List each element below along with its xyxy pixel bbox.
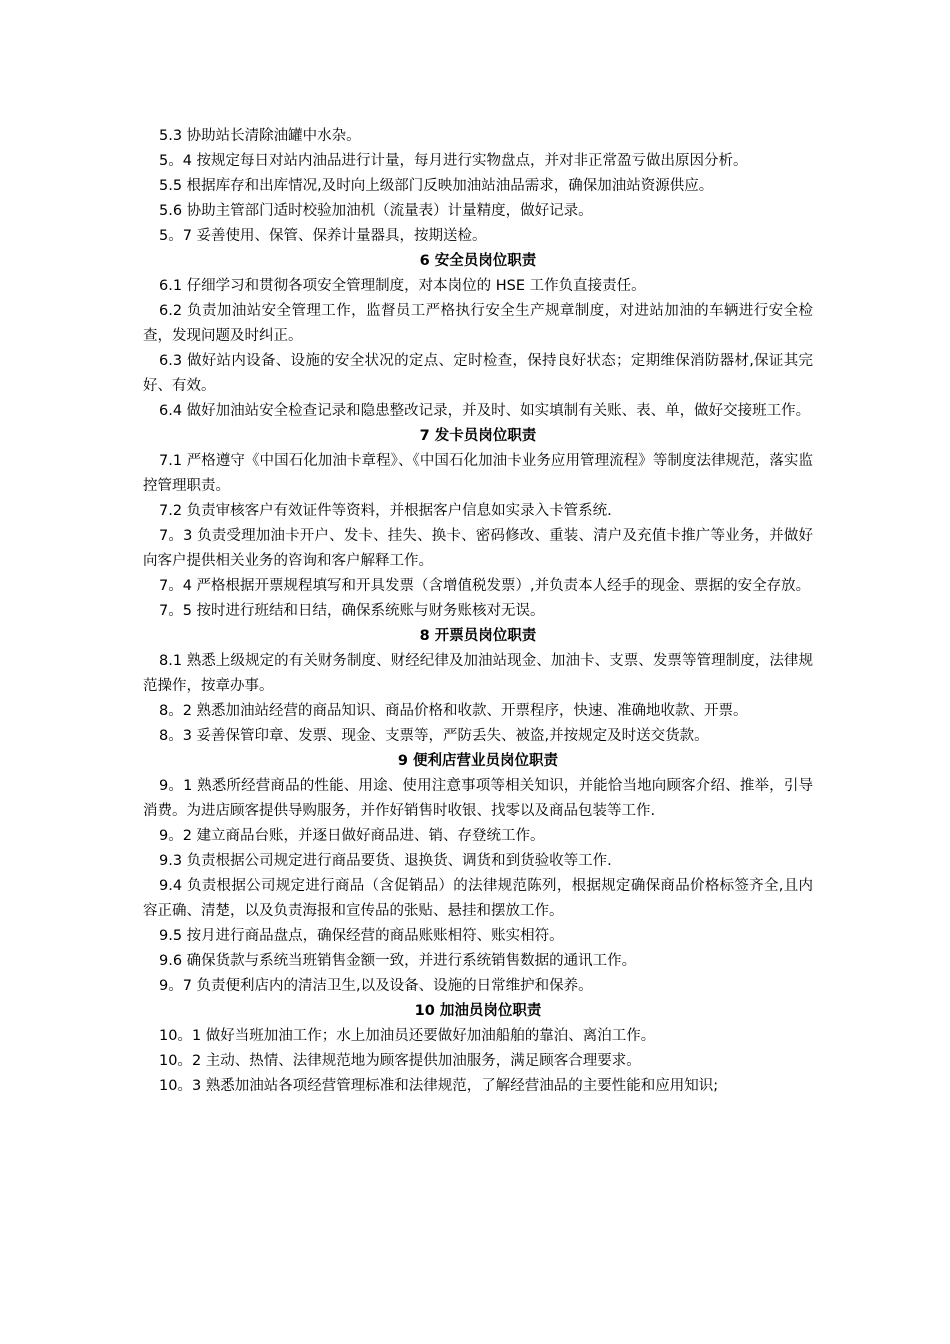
document-page <box>143 124 813 1099</box>
paragraph: 5.6 协助主管部门适时校验加油机（流量表）计量精度，做好记录。 <box>159 203 593 219</box>
paragraph: 9.6 确保货款与系统当班销售金额一致，并进行系统销售数据的通讯工作。 <box>159 953 637 969</box>
section-heading: 7 发卡员岗位职责 <box>419 428 537 444</box>
section-heading: 6 安全员岗位职责 <box>419 253 537 269</box>
paragraph: 6.3 做好站内设备、设施的安全状况的定点、定时检查，保持良好状态；定期维保消防器材,保证其完好、有效。 <box>143 353 813 394</box>
paragraph: 6.2 负责加油站安全管理工作，监督员工严格执行安全生产规章制度，对进站加油的车辆进行安全检查，发现问题及时纠正。 <box>143 303 813 344</box>
paragraph: 7.1 严格遵守《中国石化加油卡章程》、《中国石化加油卡业务应用管理流程》等制度法律规范，落实监控管理职责。 <box>143 453 813 494</box>
paragraph: 7。4 严格根据开票规程填写和开具发票（含增值税发票）,并负责本人经手的现金、票据的安全存放。 <box>159 578 811 594</box>
paragraph: 5.3 协助站长清除油罐中水杂。 <box>159 128 361 144</box>
paragraph: 9。2 建立商品台账，并逐日做好商品进、销、存登统工作。 <box>159 828 545 844</box>
paragraph: 8。3 妥善保管印章、发票、现金、支票等，严防丢失、被盗,并按规定及时送交货款。 <box>159 728 709 744</box>
paragraph: 8。2 熟悉加油站经营的商品知识、商品价格和收款、开票程序，快速、准确地收款、开票。 <box>159 703 748 719</box>
paragraph: 7。3 负责受理加油卡开户、发卡、挂失、换卡、密码修改、重装、清户及充值卡推广等业务，并做好向客户提供相关业务的咨询和客户解释工作。 <box>143 528 813 569</box>
paragraph: 10。2 主动、热情、法律规范地为顾客提供加油服务，满足顾客合理要求。 <box>159 1053 641 1069</box>
paragraph: 10。3 熟悉加油站各项经营管理标准和法律规范，了解经营油品的主要性能和应用知识; <box>159 1078 719 1094</box>
paragraph: 9。1 熟悉所经营商品的性能、用途、使用注意事项等相关知识，并能恰当地向顾客介绍、推举，引导消费。为进店顾客提供导购服务，并作好销售时收银、找零以及商品包装等工作. <box>143 778 813 819</box>
paragraph: 9。7 负责便利店内的清洁卫生,以及设备、设施的日常维护和保养。 <box>159 978 593 994</box>
paragraph: 5.5 根据库存和出库情况,及时向上级部门反映加油站油品需求，确保加油站资源供应。 <box>159 178 714 194</box>
section-heading: 10 加油员岗位职责 <box>414 1003 542 1019</box>
paragraph: 5。4 按规定每日对站内油品进行计量，每月进行实物盘点，并对非正常盈亏做出原因分析。 <box>159 153 748 169</box>
section-heading: 9 便利店营业员岗位职责 <box>397 753 559 769</box>
paragraph: 6.1 仔细学习和贯彻各项安全管理制度，对本岗位的 HSE 工作负直接责任。 <box>159 278 646 294</box>
paragraph: 8.1 熟悉上级规定的有关财务制度、财经纪律及加油站现金、加油卡、支票、发票等管理制度，法律规范操作，按章办事。 <box>143 653 813 694</box>
paragraph: 7.2 负责审核客户有效证件等资料，并根据客户信息如实录入卡管系统. <box>159 503 612 519</box>
section-heading: 8 开票员岗位职责 <box>419 628 537 644</box>
paragraph: 9.4 负责根据公司规定进行商品（含促销品）的法律规范陈列，根据规定确保商品价格标签齐全,且内容正确、清楚，以及负责海报和宣传品的张贴、悬挂和摆放工作。 <box>143 878 813 919</box>
paragraph: 9.3 负责根据公司规定进行商品要货、退换货、调货和到货验收等工作. <box>159 853 612 869</box>
paragraph: 10。1 做好当班加油工作；水上加油员还要做好加油船舶的靠泊、离泊工作。 <box>159 1028 656 1044</box>
paragraph: 9.5 按月进行商品盘点，确保经营的商品账账相符、账实相符。 <box>159 928 564 944</box>
paragraph: 6.4 做好加油站安全检查记录和隐患整改记录，并及时、如实填制有关账、表、单，做好交接班工作。 <box>159 403 811 419</box>
paragraph: 5。7 妥善使用、保管、保养计量器具，按期送检。 <box>159 228 487 244</box>
paragraph: 7。5 按时进行班结和日结，确保系统账与财务账核对无误。 <box>159 603 545 619</box>
